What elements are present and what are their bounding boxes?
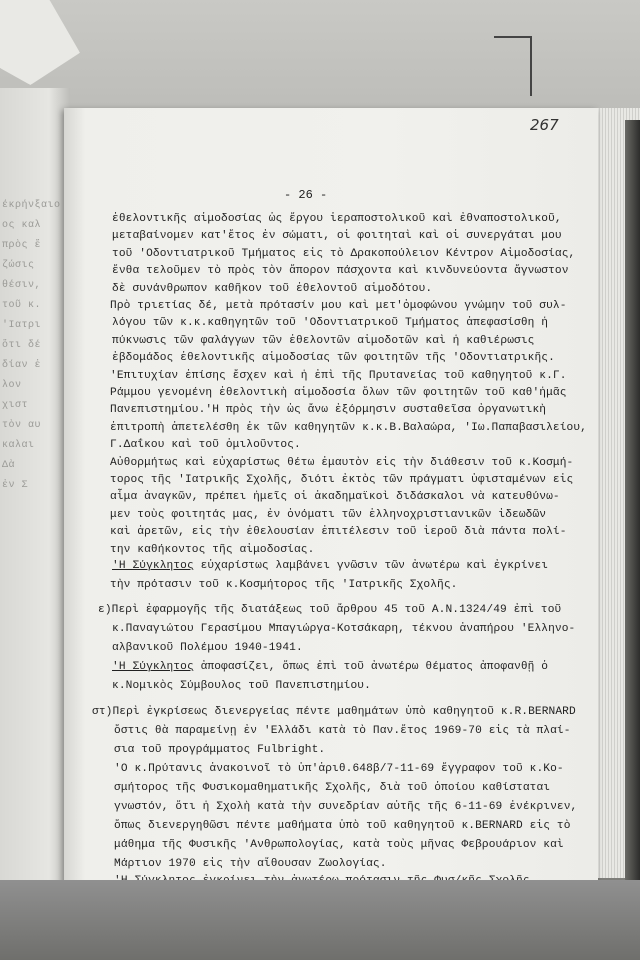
text-line: Αὐθορμήτως καὶ εὐχαρίστως θέτω ἐμαυτὸν εἰς τὴν διάθεσιν τοῦ κ.Κοσμή-: [110, 456, 574, 469]
item-st-line: 'Ο κ.Πρύτανις ἀνακοινοῖ τὸ ὑπ'ἀριθ.648β/7-11-69 ἔγγραφον τοῦ κ.Κο-: [114, 763, 564, 775]
crop-mark: [500, 36, 532, 96]
text-line: Πανεπιστημίου.'Η πρὸς τὴν ὡς ἄνω ἐξόρμησιν συσταθεῖσα ὀργανωτικὴ: [110, 404, 547, 417]
senate-label: 'Η Σύγκλητος: [112, 560, 194, 572]
decision-line: [110, 579, 458, 591]
decision-text: ἀποφασίζει, ὅπως ἐπὶ τοῦ ἀνωτέρω θέματος ἀποφανθῇ ὁ: [193, 661, 549, 673]
text-line: πύκνωσις τῶν φαλάγγων τῶν ἐθελοντῶν αἱμοδοτῶν καὶ ἡ καθιέρωσις: [112, 334, 535, 347]
item-st-line: Μάρτιον 1970 εἰς τὴν αἴθουσαν Ζωολογίας.: [114, 858, 387, 870]
item-st-line: γνωστόν, ὅτι ἡ Σχολὴ κατὰ τὴν συνεδρίαν αὐτῆς τῆς 6-11-69 ἐνέκρινεν,: [114, 801, 578, 813]
decision-line: [112, 680, 371, 692]
crop-mark: [494, 36, 530, 38]
background-paper: [0, 0, 640, 110]
table-surface: [0, 880, 640, 960]
senate-label: 'Η Σύγκλητος: [112, 661, 194, 673]
decision-line: [112, 661, 548, 673]
item-e-line: αλβανικοῦ Πολέμου 1940-1941.: [112, 642, 303, 654]
item-st-line: ὅστις θὰ παραμείνῃ ἐν 'Ελλάδι κατὰ τὸ Παν.ἔτος 1969-70 εἰς τὰ πλαί-: [114, 725, 571, 737]
text-line: μεν τοὺς φοιτητάς μας, ἐν ὀνόματι τῶν ἑλληνοχριστιανικῶν ἰδεωδῶν: [110, 508, 547, 521]
text-line: λόγου τῶν κ.κ.καθηγητῶν τοῦ 'Οδοντιατρικοῦ Τμήματος ἀπεφασίσθη ἡ: [112, 317, 549, 330]
text-line: 'Επιτυχίαν ἐπίσης ἔσχεν καὶ ἡ ἐπὶ τῆς Πρυτανείας τοῦ καθηγητοῦ κ.Γ.: [110, 369, 567, 382]
decision-text: τὴν πρότασιν τοῦ κ.Κοσμήτορος τῆς 'Ιατρικῆς Σχολῆς.: [110, 579, 458, 591]
item-st-line: ὅπως διενεργηθῶσι πέντε μαθήματα ὑπὸ τοῦ καθηγητοῦ κ.BERNARD εἰς τὸ: [114, 820, 571, 832]
item-e-line: κ.Παναγιώτου Γερασίμου Μπαγιώργα-Κοτσάκαρη, τέκνου ἀναπήρου 'Ελληνο-: [112, 623, 576, 635]
item-st-line: σμήτορος τῆς Φυσικομαθηματικῆς Σχολῆς, διὰ τοῦ ὁποίου καθίσταται: [114, 782, 551, 794]
text-line: δὲ συνάνθρωπον καθῆκον τοῦ ἐθελοντοῦ αἱμοδότου.: [112, 282, 433, 295]
text-line: ἐθελοντικῆς αἱμοδοσίας ὡς ἔργου ἱεραποστολικοῦ καὶ ἐθναποστολικοῦ,: [112, 213, 562, 225]
text-line: την καθήκοντος τῆς αἱμοδοσίας.: [110, 543, 315, 556]
decision-text: κ.Νομικὸς Σύμβουλος τοῦ Πανεπιστημίου.: [112, 680, 371, 692]
text-line: ἔνθα τελοῦμεν τὸ πρὸς τὸν ἄπορον πάσχοντα καὶ κινδυνεύοντα ἄγνωστον: [112, 265, 569, 278]
binding-shadow: [625, 120, 640, 880]
text-line: Πρὸ τριετίας δέ, μετὰ πρότασίν μου καὶ μετ'ὁμοφώνου γνώμην τοῦ συλ-: [110, 300, 567, 312]
document-page: [64, 108, 598, 886]
item-st-line: στ)Περὶ ἐγκρίσεως διενεργείας πέντε μαθημάτων ὑπὸ καθηγητοῦ κ.R.BERNARD: [92, 706, 576, 718]
text-line: μεταβαίνομεν κατ'ἔτος ἐν σώματι, οἱ φοιτηταὶ καὶ οἱ συνεργάται μου: [112, 230, 562, 243]
item-e-line: ε)Περὶ ἐφαρμογῆς τῆς διατάξεως τοῦ ἄρθρου 45 τοῦ Α.Ν.1324/49 ἐπὶ τοῦ: [98, 604, 562, 616]
text-line: καὶ ἀρετῶν, εἰς τὴν ἐθελουσίαν ἐπιτέλεσιν τοῦ ἱεροῦ διὰ πάντα πολί-: [110, 526, 567, 539]
text-line: ἑβδομάδος ἐθελοντικῆς αἱμοδοσίας τῶν φοιτητῶν τῆς 'Οδοντιατρικῆς.: [112, 352, 555, 365]
text-line: αἷμα ἀναγκῶν, πρέπει ἡμεῖς οἱ ἀκαδημαϊκοὶ διδάσκαλοι νὰ κατευθύνω-: [110, 491, 560, 504]
folio-number: 267: [530, 116, 559, 134]
item-st-line: σια τοῦ προγράμματος Fulbright.: [114, 744, 326, 756]
left-page-edge: έκρήνξαιο ος καλ πρὸς ἔ ζώσις θέσιν, τοῦ κ. 'Ιατρι ὅτι δέ δίαν ἐ λον χιστ τὸν αυ καλαι Δὰ ἐν Σ: [0, 88, 70, 888]
decision-line: [112, 560, 548, 572]
page-number: - 26 -: [284, 188, 328, 202]
text-line: τοῦ 'Οδοντιατρικοῦ Τμήματος εἰς τὸ Δρακοπούλειον Κέντρον Αἱμοδοσίας,: [112, 247, 576, 260]
item-st-line: μάθημα τῆς Φυσικῆς 'Ανθρωπολογίας, κατὰ τοὺς μῆνας Φεβρουάριον καὶ: [114, 839, 564, 851]
text-line: τορος τῆς 'Ιατρικῆς Σχολῆς, διότι ἐκτὸς τῶν πράγματι ὑφισταμένων εἰς: [110, 474, 574, 486]
decision-text: εὐχαρίστως λαμβάνει γνῶσιν τῶν ἀνωτέρω καὶ ἐγκρίνει: [193, 560, 549, 572]
text-line: Ράμμου γενομένη ἐθελοντικὴ αἱμοδοσία ὅλων τῶν φοιτητῶν τοῦ καθ'ἡμᾶς: [110, 387, 567, 399]
text-line: Γ.Δαΐκου καὶ τοῦ ὁμιλοῦντος.: [110, 439, 301, 452]
text-line: ἐπιτροπὴ ἀπετελέσθη ἐκ τῶν καθηγητῶν κ.κ.Β.Βαλαώρα, 'Ιω.Παπαβασιλείου,: [110, 421, 587, 434]
